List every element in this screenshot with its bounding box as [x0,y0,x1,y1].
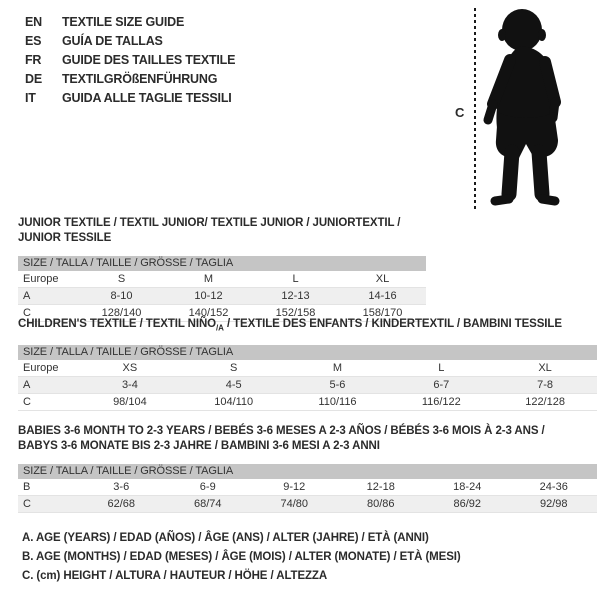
table-title-line: CHILDREN'S TEXTILE / TEXTIL $NIÑO_{/A}$ / TEXTILE DES ENFANTS / KINDERTEXTIL / BAMBINI TESSILE [18,318,562,333]
size-cell: M [203,273,214,285]
row-label: C [23,498,31,510]
language-code: DE [25,71,42,86]
language-code: FR [25,52,42,67]
language-row [25,31,235,50]
size-cell: 3-4 [121,379,138,392]
size-cell: 6-7 [433,379,450,392]
size-cell: L [438,362,445,375]
size-cell: 14-16 [368,290,397,302]
size-cell: 122/128 [525,396,565,409]
table-title [18,317,597,335]
size-cell: M [332,362,343,375]
children-size-table [18,317,597,411]
table-row [18,288,426,305]
row-label: C [23,396,31,409]
table-row [18,479,597,496]
table-header-band: SIZE / TALLA / TAILLE / GRÖSSE / TAGLIA [18,345,597,360]
language-row [25,50,235,69]
table-row [18,271,426,288]
size-cell: 62/68 [107,498,136,510]
size-cell: 10-12 [194,290,223,302]
size-cell: 140/152 [188,307,229,319]
footnote-a: A. AGE (YEARS) / EDAD (AÑOS) / ÂGE (ANS) / ALTER (JAHRE) / ETÀ (ANNI) [22,532,429,544]
language-code: ES [25,33,42,48]
table-title-line: BABIES 3-6 MONTH TO 2-3 YEARS / BEBÉS 3-6 MESES A 2-3 AÑOS / BÉBÉS 3-6 MOIS À 2-3 ANS / [18,425,545,437]
size-cell: 5-6 [329,379,346,392]
toddler-silhouette-icon [482,8,574,208]
babies-size-table [18,424,597,513]
row-label: Europe [23,273,59,285]
table-rows [18,360,597,411]
size-cell: 3-6 [113,481,130,493]
row-label: A [23,290,31,302]
table-row [18,377,597,394]
language-title: TEXTILGRÖßENFÜHRUNG [62,71,218,86]
size-cell: 104/110 [214,396,254,409]
size-cell: 152/158 [275,307,316,319]
row-label: A [23,379,31,392]
size-cell: 98/104 [113,396,147,409]
size-cell: L [292,273,299,285]
table-header-band: SIZE / TALLA / TAILLE / GRÖSSE / TAGLIA [18,256,426,271]
footnote-c: C. (cm) HEIGHT / ALTURA / HAUTEUR / HÖHE / ALTEZZA [22,570,328,582]
footnote-b: B. AGE (MONTHS) / EDAD (MESES) / ÂGE (MOIS) / ALTER (MONATE) / ETÀ (MESI) [22,551,461,563]
row-label: C [23,307,31,319]
size-cell: 12-18 [366,481,395,493]
size-cell: 7-8 [537,379,554,392]
size-cell: 110/116 [318,396,357,409]
table-rows [18,479,597,513]
size-cell: 24-36 [539,481,568,493]
row-label: B [23,481,31,493]
size-cell: 116/122 [421,396,461,409]
table-header-band: SIZE / TALLA / TAILLE / GRÖSSE / TAGLIA [18,464,597,479]
size-cell: 74/80 [280,498,309,510]
row-label: Europe [23,362,59,375]
size-cell: 68/74 [193,498,222,510]
size-cell: XS [122,362,138,375]
size-cell: XL [538,362,552,375]
table-title-line: JUNIOR TEXTILE / TEXTIL JUNIOR/ TEXTILE JUNIOR / JUNIORTEXTIL / JUNIOR TESSILE [18,217,401,244]
language-code: IT [25,90,36,105]
size-cell: 8-10 [110,290,133,302]
footnotes [22,532,461,589]
size-cell: 86/92 [453,498,482,510]
table-row [18,360,597,377]
language-title-list [25,12,235,107]
table-rows [18,271,426,322]
size-cell: 18-24 [453,481,482,493]
language-row [25,12,235,31]
table-title [18,216,426,246]
language-title: TEXTILE SIZE GUIDE [62,14,185,29]
table-row [18,394,597,411]
table-title-line: BABYS 3-6 MONATE BIS 2-3 JAHRE / BAMBINI 3-6 MESI A 2-3 ANNI [18,440,380,452]
junior-size-table [18,216,426,322]
language-row [25,88,235,107]
size-cell: S [230,362,238,375]
table-title [18,424,597,454]
size-cell: 6-9 [199,481,216,493]
size-cell: XL [375,273,390,285]
language-title: GUÍA DE TALLAS [62,33,163,48]
size-cell: 4-5 [225,379,242,392]
language-row [25,69,235,88]
language-title: GUIDE DES TAILLES TEXTILE [62,52,236,67]
table-row [18,496,597,513]
height-measure-label: C [455,105,465,120]
size-cell: 128/140 [101,307,142,319]
size-cell: 9-12 [283,481,306,493]
size-cell: 92/98 [539,498,568,510]
height-dotted-line [474,8,476,212]
language-title: GUIDA ALLE TAGLIE TESSILI [62,90,232,105]
size-cell: 158/170 [362,307,403,319]
size-cell: 12-13 [281,290,310,302]
size-cell: 80/86 [366,498,395,510]
size-cell: S [117,273,126,285]
language-code: EN [25,14,42,29]
